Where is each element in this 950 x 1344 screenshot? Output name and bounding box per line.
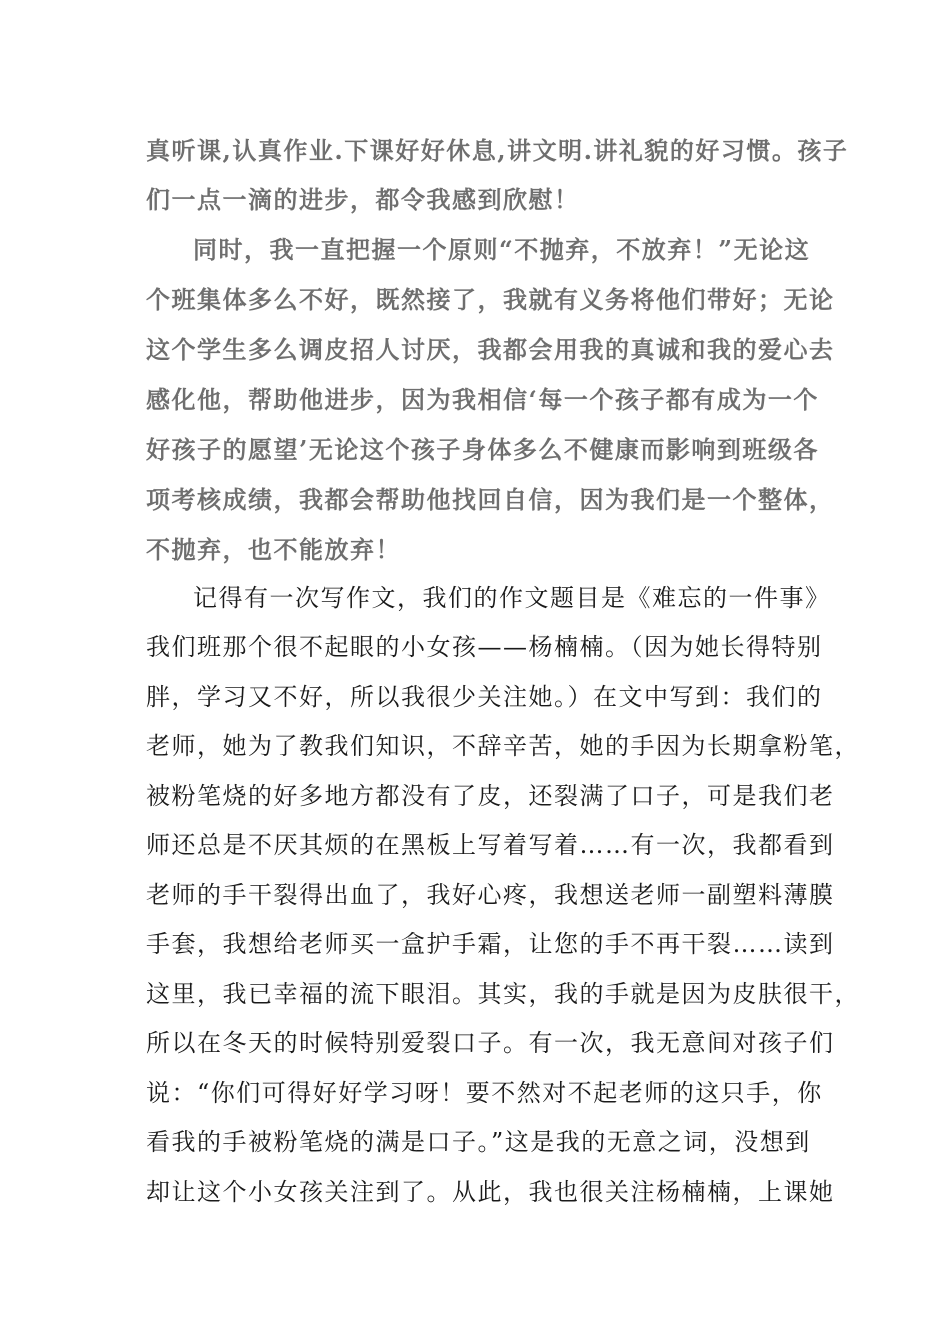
- text-line: 真听课,认真作业.下课好好休息,讲文明.讲礼貌的好习惯。孩子: [146, 136, 849, 165]
- text-line: 手套，我想给老师买一盒护手霜，让您的手不再干裂……读到: [146, 930, 835, 958]
- text-line: 好孩子的愿望’无论这个孩子身体多么不健康而影响到班级各: [146, 435, 819, 464]
- text-line: 这个学生多么调皮招人讨厌，我都会用我的真诚和我的爱心去: [146, 335, 835, 364]
- text-line: 却让这个小女孩关注到了。从此，我也很关注杨楠楠，上课她: [146, 1178, 835, 1206]
- text-line: 们一点一滴的进步，都令我感到欣慰！: [146, 185, 580, 214]
- text-line: 老师的手干裂得出血了，我好心疼，我想送老师一副塑料薄膜: [146, 881, 835, 909]
- text-line: 胖，学习又不好，所以我很少关注她。）在文中写到：我们的: [146, 683, 823, 711]
- text-line: 所以在冬天的时候特别爱裂口子。有一次，我无意间对孩子们: [146, 1029, 835, 1057]
- text-line: 老师，她为了教我们知识，不辞辛苦，她的手因为长期拿粉笔，: [146, 732, 860, 760]
- text-line: 这里，我已幸福的流下眼泪。其实，我的手就是因为皮肤很干，: [146, 980, 860, 1008]
- text-line: 记得有一次写作文，我们的作文题目是《难忘的一件事》: [193, 584, 831, 612]
- text-line: 同时，我一直把握一个原则“不抛弃，不放弃！”无论这: [193, 235, 811, 264]
- text-line: 看我的手被粉笔烧的满是口子。”这是我的无意之词，没想到: [146, 1128, 811, 1156]
- text-line: 感化他，帮助他进步，因为我相信‘每一个孩子都有成为一个: [146, 385, 819, 414]
- text-line: 师还总是不厌其烦的在黑板上写着写着……有一次，我都看到: [146, 831, 835, 859]
- text-line: 被粉笔烧的好多地方都没有了皮，还裂满了口子，可是我们老: [146, 782, 835, 810]
- text-line: 不抛弃，也不能放弃！: [146, 535, 401, 564]
- text-line: 个班集体多么不好，既然接了，我就有义务将他们带好；无论: [146, 285, 835, 314]
- text-line: 说：“你们可得好好学习呀！要不然对不起老师的这只手，你: [146, 1079, 823, 1107]
- text-line: 我们班那个很不起眼的小女孩——杨楠楠。（因为她长得特别: [146, 633, 823, 661]
- text-line: 项考核成绩，我都会帮助他找回自信，因为我们是一个整体，: [146, 485, 835, 514]
